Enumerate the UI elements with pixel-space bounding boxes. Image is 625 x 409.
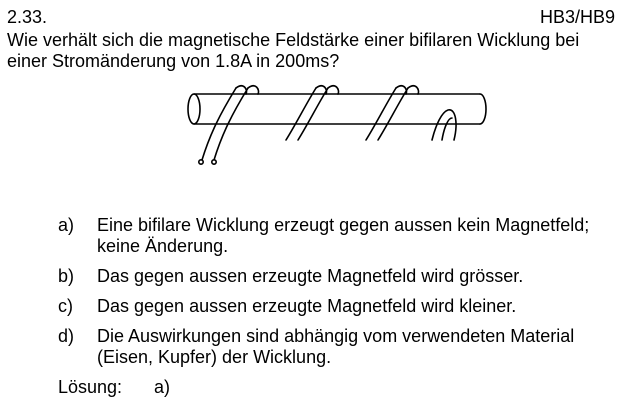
answer-text [97, 215, 589, 257]
answer-letter: a) [58, 215, 75, 235]
question-text [7, 30, 619, 72]
answer-line: Das gegen aussen erzeugte Magnetfeld wird grösser. [97, 266, 524, 286]
answer-line: Eine bifilare Wicklung erzeugt gegen aussen kein Magnetfeld; [97, 215, 590, 235]
answer-letter: d) [58, 326, 75, 346]
answer-list [58, 215, 618, 377]
answer-a [58, 215, 618, 257]
core-cylinder [188, 94, 486, 124]
answer-c [58, 296, 618, 317]
answer-line: Die Auswirkungen sind abhängig vom verwendeten Material [97, 326, 575, 346]
answer-b [58, 266, 618, 287]
winding-wires [199, 86, 456, 164]
answer-line: Das gegen aussen erzeugte Magnetfeld wird kleiner. [97, 296, 517, 316]
question-line: Wie verhält sich die magnetische Feldstärke einer bifilaren Wicklung bei [7, 30, 580, 50]
question-reference: HB3/HB9 [539, 7, 615, 27]
answer-line: (Eisen, Kupfer) der Wicklung. [97, 347, 332, 367]
question-header [7, 7, 615, 28]
solution [58, 377, 170, 398]
answer-line: keine Änderung. [97, 236, 229, 256]
answer-d [58, 326, 618, 368]
answer-text [97, 266, 523, 287]
question-line: einer Stromänderung von 1.8A in 200ms? [7, 51, 340, 71]
answer-letter: c) [58, 296, 73, 316]
solution-value: a) [154, 377, 171, 397]
solution-label: Lösung: [58, 377, 123, 397]
answer-letter: b) [58, 266, 75, 286]
answer-text [97, 326, 574, 368]
bifilar-winding-diagram [186, 84, 492, 168]
question-number: 2.33. [7, 7, 48, 27]
answer-text [97, 296, 516, 317]
